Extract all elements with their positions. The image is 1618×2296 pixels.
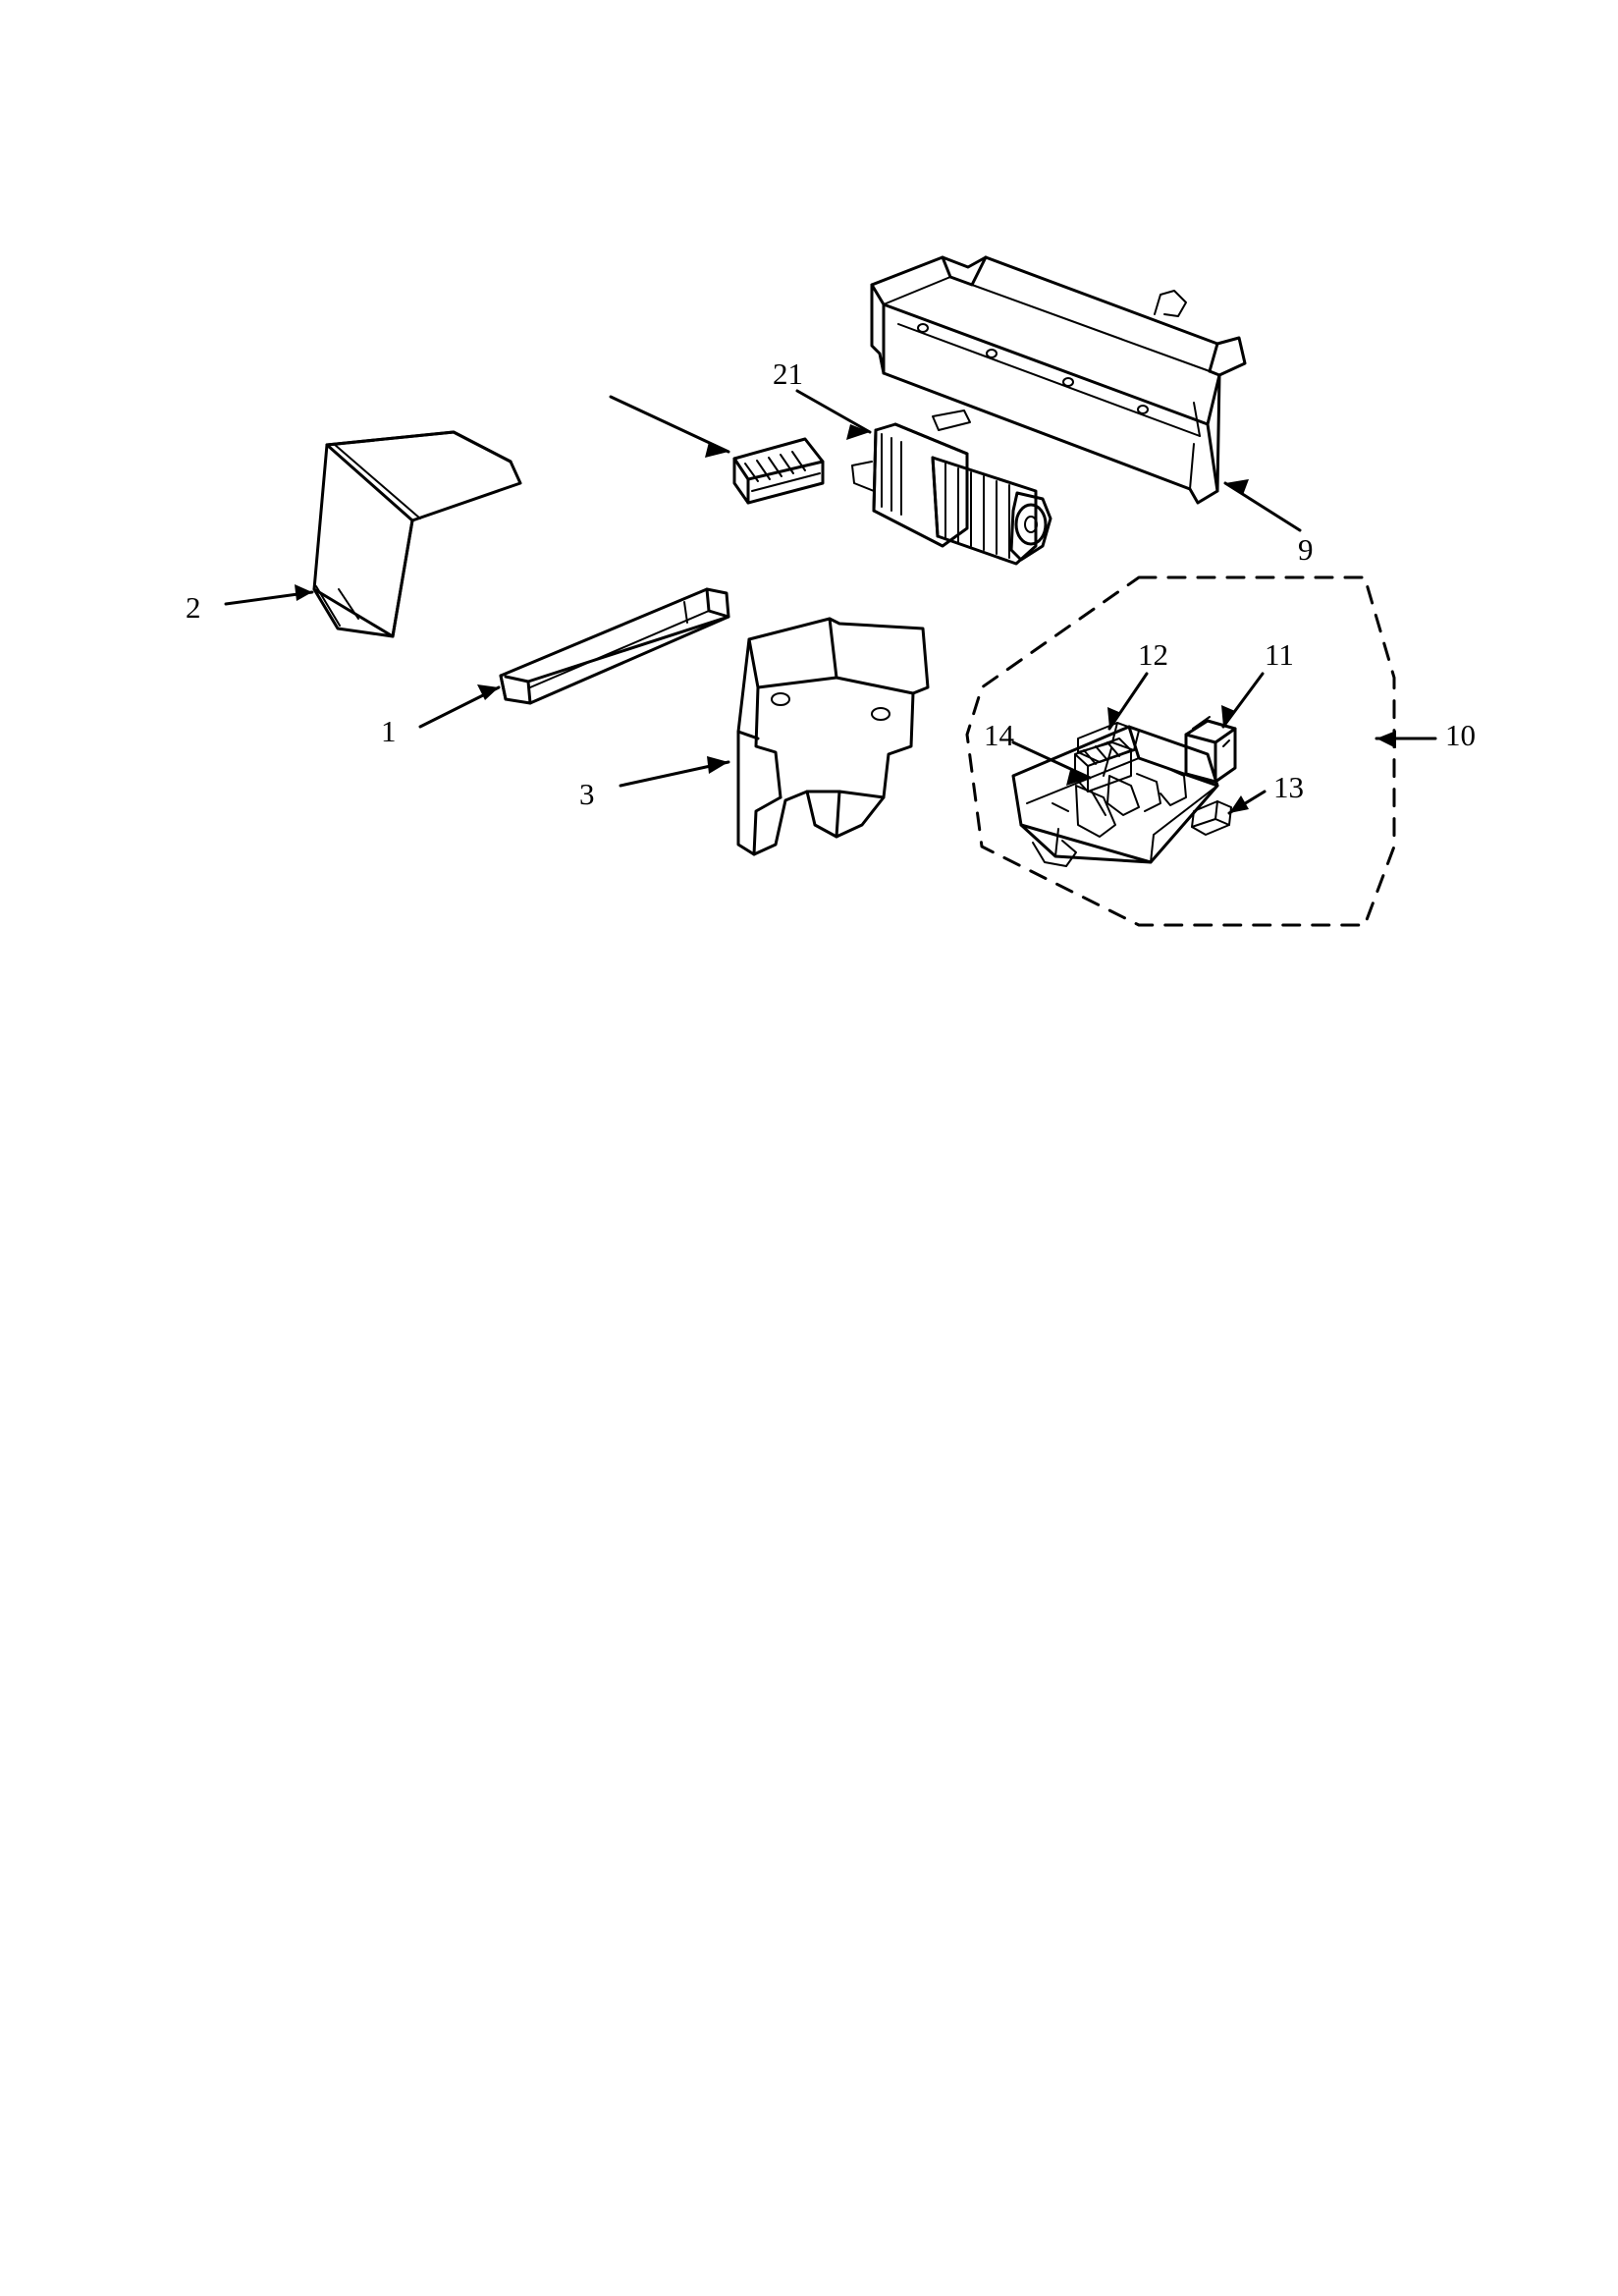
part-bracket-saddle (738, 619, 928, 854)
callout-label-14: 14 (984, 718, 1014, 752)
callout-label-3: 3 (579, 777, 595, 811)
part-blower-motor-assembly (852, 410, 1051, 564)
callout-label-12: 12 (1138, 637, 1168, 672)
part-vent-grille-long (872, 257, 1245, 503)
callout-label-9: 9 (1298, 532, 1314, 567)
callout-label-13: 13 (1273, 770, 1304, 804)
callout-label-11: 11 (1265, 637, 1294, 672)
part-terminal-strip (734, 439, 823, 503)
callout-label-1: 1 (381, 714, 397, 748)
callout-label-16: 21 (773, 356, 803, 391)
part-control-wiring-detail (1052, 748, 1186, 837)
part-duct-flat-panel (501, 589, 728, 703)
callout-label-2: 2 (186, 590, 201, 625)
callout-leaders (226, 391, 1435, 813)
callout-label-10: 10 (1445, 718, 1476, 752)
part-blower-cover-hood (314, 432, 520, 636)
